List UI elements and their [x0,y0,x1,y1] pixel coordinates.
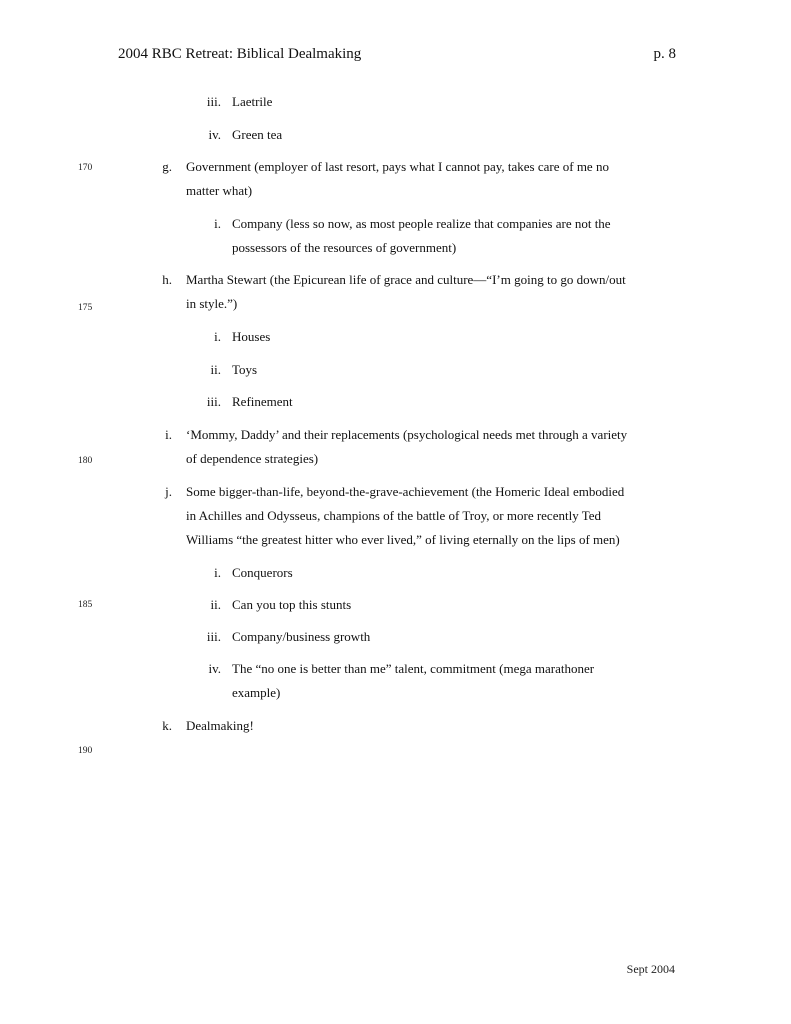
outline-text: The “no one is better than me” talent, commitment (mega marathoner [232,661,595,676]
outline-text: example) [232,685,281,700]
outline-text: Refinement [232,394,293,409]
outline-marker: i. [214,565,221,580]
outline-text: Government (employer of last resort, pays what I cannot pay, takes care of me no [186,159,609,174]
outline-text: Some bigger-than-life, beyond-the-grave-achievement (the Homeric Ideal embodied [186,484,625,499]
outline-text: ‘Mommy, Daddy’ and their replacements (psychological needs met through a variety [186,427,628,442]
outline-marker: ii. [210,597,221,612]
outline-text: of dependence strategies) [186,451,319,466]
outline-text: in style.”) [186,296,238,311]
outline-text: Conquerors [232,565,293,580]
outline-text: Dealmaking! [186,718,254,733]
outline-marker: i. [214,329,221,344]
outline-text: Martha Stewart (the Epicurean life of grace and culture—“I’m going to go down/out [186,272,626,287]
line-number: 190 [78,746,93,756]
outline-marker: iv. [208,661,221,676]
outline-text: Laetrile [232,94,273,109]
outline-marker: h. [162,272,172,287]
outline-marker: i. [165,427,172,442]
outline-text: Williams “the greatest hitter who ever lived,” of living eternally on the lips of men) [186,532,620,547]
line-number: 185 [78,600,93,610]
outline-marker: k. [162,718,172,733]
outline-marker: g. [162,159,172,174]
outline-text: matter what) [186,183,253,198]
footer-date: Sept 2004 [626,962,675,976]
outline-text: Houses [232,329,271,344]
outline-marker: iii. [206,94,221,109]
outline-marker: iv. [208,127,221,142]
outline-text: Green tea [232,127,283,142]
page-header [118,46,676,68]
outline-marker: ii. [210,362,221,377]
outline-marker: j. [165,484,172,499]
outline-text: in Achilles and Odysseus, champions of the battle of Troy, or more recently Ted [186,508,602,523]
line-number: 170 [78,163,93,173]
outline-marker: iii. [206,394,221,409]
outline-text: Company (less so now, as most people realize that companies are not the [232,216,611,231]
outline-marker: i. [214,216,221,231]
outline-text: Can you top this stunts [232,597,352,612]
line-number: 175 [78,303,93,313]
document-title: 2004 RBC Retreat: Biblical Dealmaking [118,46,362,62]
outline-text: Toys [232,362,258,377]
line-number: 180 [78,456,93,466]
outline-marker: iii. [206,629,221,644]
outline-text: possessors of the resources of government) [232,240,457,255]
page-number: p. 8 [653,46,676,62]
outline-text: Company/business growth [232,629,371,644]
